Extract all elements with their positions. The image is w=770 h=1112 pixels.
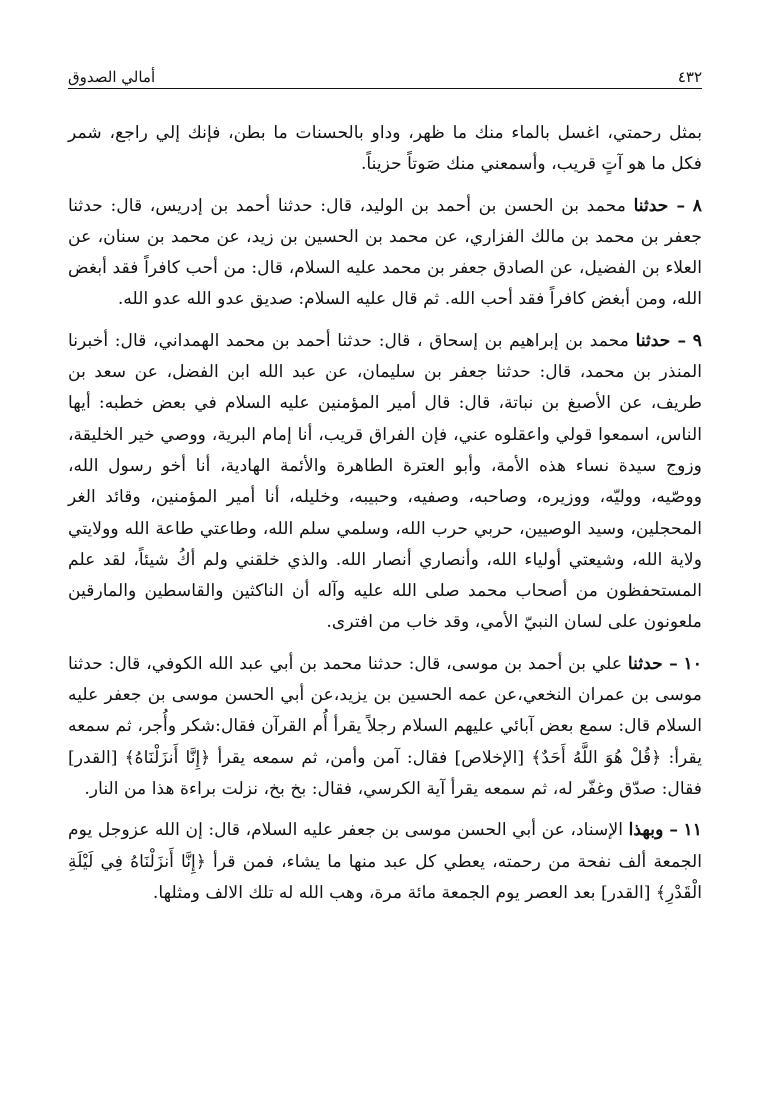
hadith-keyword: حدثنا (635, 330, 671, 351)
paragraph-text: الإسناد، عن أبي الحسن موسى بن جعفر عليه السلام، قال: إن الله عزوجل يوم الجمعة ألف نفحة من رحمته، يعطي كل عبد منها ما يشاء، فمن قرأ ﴿إِنَّا أَنزَلْنَاهُ فِي لَيْلَةِ الْقَدْرِ﴾ [القدر] بعد العصر يوم الجمعة مائة مرة، وهب الله له تلك الالف ومثلها. (68, 820, 702, 903)
header-rule (68, 88, 702, 89)
hadith-9: ٩ – حدثنا محمد بن إبراهيم بن إسحاق ، قال: حدثنا أحمد بن محمد الهمداني، قال: أخبرنا المنذر بن محمد، قال: حدثنا جعفر بن سليمان، عن عبد الله ابن الفضل، عن سعد بن طريف، عن الأصبغ بن نباتة، قال: قال أمير المؤمنين عليه السلام في بعض خطبه: أيها الناس، اسمعوا قولي واعقلوه عني، فإن الفراق قريب، أنا إمام البرية، ووصي خير الخليقة، وزوج سيدة نساء هذه الأمة، وأبو العترة الطاهرة والأئمة الهادية، أنا أخو رسول الله، ووصّيه، ووليّه، ووزيره، وصاحبه، وصفيه، وحبيبه، وخليله، أنا أمير المؤمنين، وقائد الغر المحجلين، وسيد الوصيين، حربي حرب الله، وسلمي سلم الله، وطاعتي طاعة الله وولايتي ولاية الله، وشيعتي أولياء الله، وأنصاري أنصار الله. والذي خلقني ولم أكُ شيئاً، لقد علم المستحفظون من أصحاب محمد صلى الله عليه وآله أن الناكثين والقاسطين والمارقين ملعونون على لسان النبيّ الأمي، وقد خاب من افترى. (68, 330, 702, 633)
paragraph-text: محمد بن إبراهيم بن إسحاق ، قال: حدثنا أحمد بن محمد الهمداني، قال: أخبرنا المنذر بن محمد، قال: حدثنا جعفر بن سليمان، عن عبد الله ابن الفضل، عن سعد بن طريف، عن الأصبغ بن نباتة، قال: قال أمير المؤمنين عليه السلام في بعض خطبه: أيها الناس، اسمعوا قولي واعقلوه عني، فإن الفراق قريب، أنا إمام البرية، ووصي خير الخليقة، وزوج سيدة نساء هذه الأمة، وأبو العترة الطاهرة والأئمة الهادية، أنا أخو رسول الله، ووصّيه، ووليّه، ووزيره، وصاحبه، وصفيه، وحبيبه، وخليله، أنا أمير المؤمنين، وقائد الغر المحجلين، وسيد الوصيين، حربي حرب الله، وسلمي سلم الله، وطاعتي طاعة الله وولايتي ولاية الله، وشيعتي أولياء الله، وأنصاري أنصار الله. والذي خلقني ولم أكُ شيئاً، لقد علم المستحفظون من أصحاب محمد صلى الله عليه وآله أن الناكثين والقاسطين والمارقين ملعونون على لسان النبيّ الأمي، وقد خاب من افترى. (68, 330, 702, 633)
hadith-number: ٨ (692, 195, 703, 216)
hadith-10: ١٠ – حدثنا علي بن أحمد بن موسى، قال: حدثنا محمد بن أبي عبد الله الكوفي، قال: حدثنا موسى بن عمران النخعي،عن عمه الحسين بن يزيد،عن أبي الحسن موسى بن جعفر عليه السلام قال: سمع بعض آبائي عليهم السلام رجلاً يقرأ أُم القرآن فقال:شكر وأُجر، ثم سمعه يقرأ: ﴿قُلْ هُوَ اللَّهُ أَحَدٌ﴾ [الإخلاص] فقال: آمن وأمن، ثم سمعه يقرأ ﴿إِنَّا أَنزَلْنَاهُ﴾ [القدر] فقال: صدّق وغفّر له، ثم سمعه يقرأ آية الكرسي، فقال: بخ بخ، نزلت براءة هذا من النار. (68, 653, 702, 799)
paragraph-continuation (68, 118, 702, 181)
paragraph-text: علي بن أحمد بن موسى، قال: حدثنا محمد بن أبي عبد الله الكوفي، قال: حدثنا موسى بن عمران النخعي،عن عمه الحسين بن يزيد،عن أبي الحسن موسى بن جعفر عليه السلام قال: سمع بعض آبائي عليهم السلام رجلاً يقرأ أُم القرآن فقال:شكر وأُجر، ثم سمعه يقرأ: ﴿قُلْ هُوَ اللَّهُ أَحَدٌ﴾ [الإخلاص] فقال: آمن وأمن، ثم سمعه يقرأ ﴿إِنَّا أَنزَلْنَاهُ﴾ [القدر] فقال: صدّق وغفّر له، ثم سمعه يقرأ آية الكرسي، فقال: بخ بخ، نزلت براءة هذا من النار. (68, 653, 702, 799)
hadith-number: ٩ (692, 330, 702, 351)
hadith-number: ١١ (683, 820, 703, 841)
page-number: ٤٣٢ (677, 68, 702, 86)
paragraph-text: بمثل رحمتي، اغسل بالماء منك ما ظهر، وداو بالحسنات ما بطن، فإنك إلي راجع، شمر فكل ما هو آتٍ قريب، وأسمعني منك صَوتاً حزيناً. (68, 123, 702, 175)
hadith-keyword: وبهذا (628, 820, 664, 841)
page-header (68, 62, 702, 86)
hadith-8: ٨ – حدثنا محمد بن الحسن بن أحمد بن الوليد، قال: حدثنا أحمد بن إدريس، قال: حدثنا جعفر بن محمد بن مالك الفزاري، عن محمد بن الحسين بن زيد، عن محمد بن سنان، عن العلاء بن الفضيل، عن الصادق جعفر بن محمد عليه السلام، قال: من أحب كافراً فقد أبغض الله، ومن أبغض كافراً فقد أحب الله. ثم قال عليه السلام: صديق عدو الله عدو الله. (68, 195, 703, 310)
book-title: أمالي الصدوق (68, 68, 156, 86)
body-text (68, 118, 702, 919)
hadith-keyword: حدثنا (633, 195, 669, 216)
hadith-keyword: حدثنا (627, 653, 663, 674)
hadith-11: ١١ – وبهذا الإسناد، عن أبي الحسن موسى بن جعفر عليه السلام، قال: إن الله عزوجل يوم الجمعة ألف نفحة من رحمته، يعطي كل عبد منها ما يشاء، فمن قرأ ﴿إِنَّا أَنزَلْنَاهُ فِي لَيْلَةِ الْقَدْرِ﴾ [القدر] بعد العصر يوم الجمعة مائة مرة، وهب الله له تلك الالف ومثلها. (68, 820, 703, 903)
paragraph-text: محمد بن الحسن بن أحمد بن الوليد، قال: حدثنا أحمد بن إدريس، قال: حدثنا جعفر بن محمد بن مالك الفزاري، عن محمد بن الحسين بن زيد، عن محمد بن سنان، عن العلاء بن الفضيل، عن الصادق جعفر بن محمد عليه السلام، قال: من أحب كافراً فقد أبغض الله، ومن أبغض كافراً فقد أحب الله. ثم قال عليه السلام: صديق عدو الله عدو الله. (68, 195, 702, 310)
hadith-number: ١٠ (683, 653, 702, 674)
